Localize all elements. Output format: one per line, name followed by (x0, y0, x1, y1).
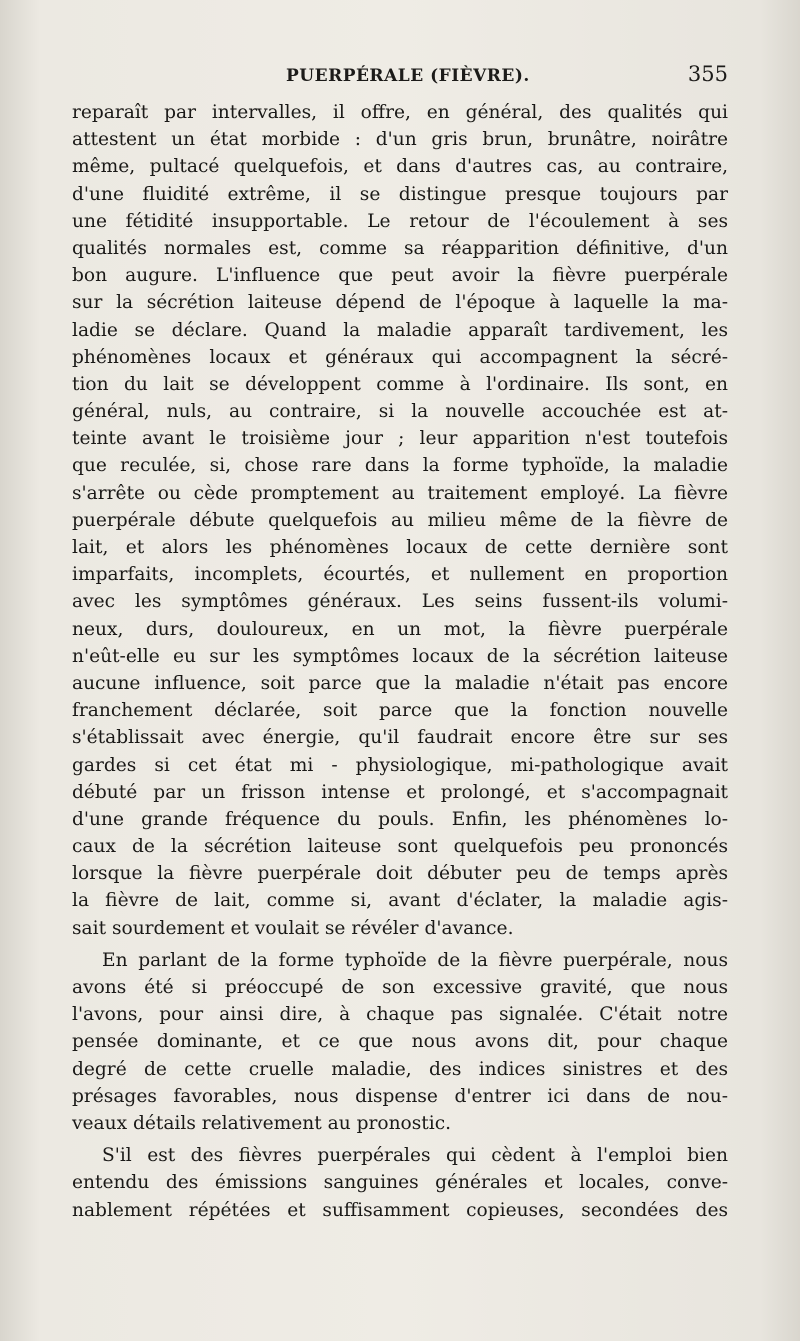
text-line: pensée dominante, et ce que nous avons dit, pour chaque (72, 1031, 728, 1053)
paragraph (72, 1142, 728, 1224)
text-line: débuté par un frisson intense et prolongé, et s'accompagnait (72, 781, 728, 803)
text-line: nablement répétées et suffisamment copieuses, secondées des (72, 1199, 728, 1221)
text-line: n'eût-elle eu sur les symptômes locaux de la sécrétion laiteuse (72, 645, 728, 667)
text-line: entendu des émissions sanguines générales et locales, conve- (72, 1172, 728, 1194)
text-line: reparaît par intervalles, il offre, en général, des qualités qui (72, 102, 728, 123)
text-line: qualités normales est, comme sa réapparition définitive, d'un (72, 237, 728, 259)
text-line: la fièvre de lait, comme si, avant d'éclater, la maladie agis- (72, 890, 728, 912)
text-line: une fétidité insupportable. Le retour de l'écoulement à ses (72, 210, 728, 232)
text-line: veaux détails relativement au pronostic. (72, 1112, 452, 1134)
text-line: tion du lait se développent comme à l'ordinaire. Ils sont, en (72, 373, 728, 395)
text-line: général, nuls, au contraire, si la nouvelle accouchée est at- (72, 401, 728, 423)
text-line: sait sourdement et voulait se révéler d'avance. (72, 917, 514, 939)
text-line: lait, et alors les phénomènes locaux de cette dernière sont (72, 537, 728, 558)
text-line: bon augure. L'influence que peut avoir la fièvre puerpérale (72, 265, 728, 287)
text-line: S'il est des fièvres puerpérales qui cèdent à l'emploi bien (102, 1145, 728, 1167)
text-line: d'une fluidité extrême, il se distingue presque toujours par (72, 183, 728, 205)
text-line: que reculée, si, chose rare dans la forme typhoïde, la maladie (72, 455, 728, 477)
text-line: neux, durs, douloureux, en un mot, la fièvre puerpérale (72, 618, 728, 640)
text-line: s'arrête ou cède promptement au traitement employé. La fièvre (72, 482, 728, 504)
text-line: lorsque la fièvre puerpérale doit débuter peu de temps après (72, 863, 728, 885)
text-line: imparfaits, incomplets, écourtés, et nullement en proportion (72, 564, 728, 586)
text-line: puerpérale débute quelquefois au milieu même de la fièvre de (72, 509, 728, 531)
text-line: En parlant de la forme typhoïde de la fièvre puerpérale, nous (102, 949, 728, 971)
running-head: PUERPÉRALE (FIÈVRE). (286, 66, 530, 86)
text-line: franchement déclarée, soit parce que la fonction nouvelle (72, 700, 728, 722)
text-line: même, pultacé quelquefois, et dans d'autres cas, au contraire, (72, 156, 728, 178)
page-header (72, 62, 728, 92)
page-number: 355 (687, 62, 728, 86)
text-line: s'établissait avec énergie, qu'il faudrait encore être sur ses (72, 727, 728, 749)
text-line: avons été si préoccupé de son excessive gravité, que nous (72, 977, 728, 998)
paragraph (72, 947, 728, 1137)
text-line: teinte avant le troisième jour ; leur apparition n'est toutefois (72, 428, 728, 450)
text-line: ladie se déclare. Quand la maladie apparaît tardivement, les (72, 319, 728, 341)
text-line: avec les symptômes généraux. Les seins fussent-ils volumi- (72, 591, 728, 613)
text-line: présages favorables, nous dispense d'entrer ici dans de nou- (72, 1085, 728, 1107)
text-line: phénomènes locaux et généraux qui accompagnent la sécré- (72, 346, 728, 368)
text-line: aucune influence, soit parce que la maladie n'était pas encore (72, 672, 728, 694)
paragraph (72, 99, 728, 942)
text-line: d'une grande fréquence du pouls. Enfin, les phénomènes lo- (72, 808, 728, 830)
body-text (72, 99, 728, 1224)
text-line: attestent un état morbide : d'un gris brun, brunâtre, noirâtre (72, 129, 728, 151)
text-line: gardes si cet état mi - physiologique, mi-pathologique avait (72, 754, 728, 776)
text-line: l'avons, pour ainsi dire, à chaque pas signalée. C'était notre (72, 1004, 728, 1026)
text-line: degré de cette cruelle maladie, des indices sinistres et des (72, 1058, 728, 1080)
text-line: caux de la sécrétion laiteuse sont quelquefois peu prononcés (72, 836, 728, 858)
text-line: sur la sécrétion laiteuse dépend de l'époque à laquelle la ma- (72, 292, 728, 314)
